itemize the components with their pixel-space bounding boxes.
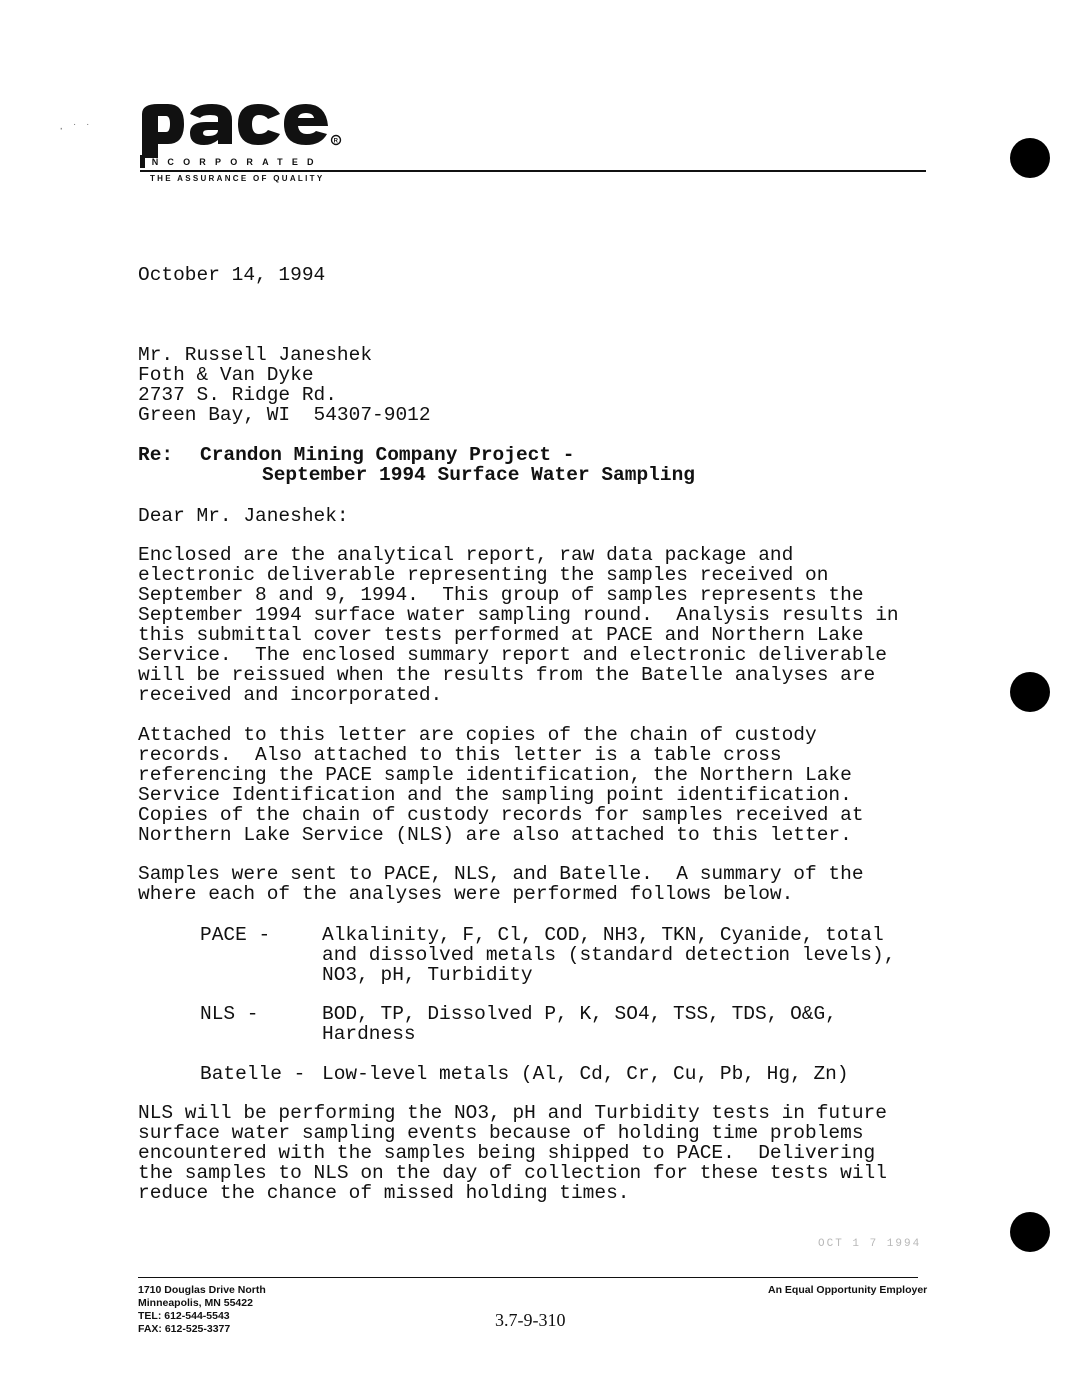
header-rule — [140, 170, 926, 172]
re-label: Re: — [138, 444, 174, 466]
re-line-2: September 1994 Surface Water Sampling — [262, 464, 695, 486]
lab-name-nls: NLS - — [200, 1003, 259, 1025]
binder-hole-bottom — [1010, 1212, 1050, 1252]
paragraph-line: Attached to this letter are copies of the chain of custody — [138, 724, 817, 746]
document-number: 3.7-9-310 — [495, 1310, 566, 1330]
equal-opportunity-text: An Equal Opportunity Employer — [768, 1284, 928, 1296]
lab-tests-nls — [322, 1004, 837, 1044]
closing-paragraph — [138, 1103, 887, 1203]
svg-text:R: R — [333, 138, 338, 145]
lab-name-pace: PACE - — [200, 924, 271, 946]
scan-specks: · ˙ ˙ — [58, 124, 92, 136]
footer-tel: TEL: 612-544-5543 — [138, 1310, 230, 1322]
paragraph-line: NLS will be performing the NO3, pH and Turbidity tests in future — [138, 1102, 887, 1124]
paragraph-2 — [138, 725, 864, 845]
footer-address-line-2: Minneapolis, MN 55422 — [138, 1297, 253, 1309]
incorporated-label: INCORPORATED — [140, 157, 323, 167]
letter-date: October 14, 1994 — [138, 264, 326, 286]
paragraph-line: Service. The enclosed summary report and electronic deliverable — [138, 644, 887, 666]
lab-test-line: Alkalinity, F, Cl, COD, NH3, TKN, Cyanide, total — [322, 924, 884, 946]
paragraph-line: surface water sampling events because of holding time problems — [138, 1122, 864, 1144]
paragraph-line: where each of the analyses were performed follows below. — [138, 883, 794, 905]
paragraph-line: Northern Lake Service (NLS) are also attached to this letter. — [138, 824, 852, 846]
paragraph-line: Service Identification and the sampling point identification. — [138, 784, 852, 806]
recipient-city: Green Bay, WI 54307-9012 — [138, 404, 431, 426]
lab-test-line: and dissolved metals (standard detection levels), — [322, 944, 896, 966]
paragraph-line: received and incorporated. — [138, 684, 443, 706]
footer-address-line-1: 1710 Douglas Drive North — [138, 1284, 266, 1296]
paragraph-line: Copies of the chain of custody records for samples received at — [138, 804, 864, 826]
footer-rule — [138, 1277, 918, 1278]
paragraph-3 — [138, 864, 864, 904]
footer-fax: FAX: 612-525-3377 — [138, 1323, 231, 1335]
binder-hole-middle — [1010, 672, 1050, 712]
lab-test-line: NO3, pH, Turbidity — [322, 964, 533, 986]
lab-name-batelle: Batelle - — [200, 1063, 306, 1085]
paragraph-1 — [138, 545, 899, 705]
received-stamp: OCT 1 7 1994 — [818, 1238, 922, 1250]
paragraph-line: the samples to NLS on the day of collection for these tests will — [138, 1162, 887, 1184]
lab-tests-pace — [322, 925, 895, 985]
binder-hole-top — [1010, 138, 1050, 178]
re-line-1: Crandon Mining Company Project - — [200, 444, 575, 466]
paragraph-line: September 1994 surface water sampling round. Analysis results in — [138, 604, 899, 626]
lab-tests-batelle — [322, 1064, 849, 1084]
lab-test-line: BOD, TP, Dissolved P, K, SO4, TSS, TDS, O&G, — [322, 1003, 837, 1025]
paragraph-line: electronic deliverable representing the samples received on — [138, 564, 829, 586]
paragraph-line: this submittal cover tests performed at PACE and Northern Lake — [138, 624, 864, 646]
salutation: Dear Mr. Janeshek: — [138, 505, 349, 527]
lab-test-line: Hardness — [322, 1023, 416, 1045]
paragraph-line: September 8 and 9, 1994. This group of samples represents the — [138, 584, 864, 606]
paragraph-line: referencing the PACE sample identification, the Northern Lake — [138, 764, 852, 786]
lab-test-line: Low-level metals (Al, Cd, Cr, Cu, Pb, Hg, Zn) — [322, 1063, 849, 1085]
paragraph-line: encountered with the samples being shipped to PACE. Delivering — [138, 1142, 876, 1164]
recipient-company: Foth & Van Dyke — [138, 364, 314, 386]
paragraph-line: will be reissued when the results from the Batelle analyses are — [138, 664, 876, 686]
paragraph-line: Enclosed are the analytical report, raw data package and — [138, 544, 794, 566]
paragraph-line: Samples were sent to PACE, NLS, and Batelle. A summary of the — [138, 863, 864, 885]
paragraph-line: records. Also attached to this letter is a table cross — [138, 744, 782, 766]
paragraph-line: reduce the chance of missed holding times. — [138, 1182, 630, 1204]
recipient-street: 2737 S. Ridge Rd. — [138, 384, 337, 406]
tagline: THE ASSURANCE OF QUALITY — [150, 174, 325, 183]
footer-address — [138, 1284, 266, 1336]
recipient-name: Mr. Russell Janeshek — [138, 344, 373, 366]
pace-logo — [138, 96, 368, 166]
recipient-block — [138, 345, 431, 425]
